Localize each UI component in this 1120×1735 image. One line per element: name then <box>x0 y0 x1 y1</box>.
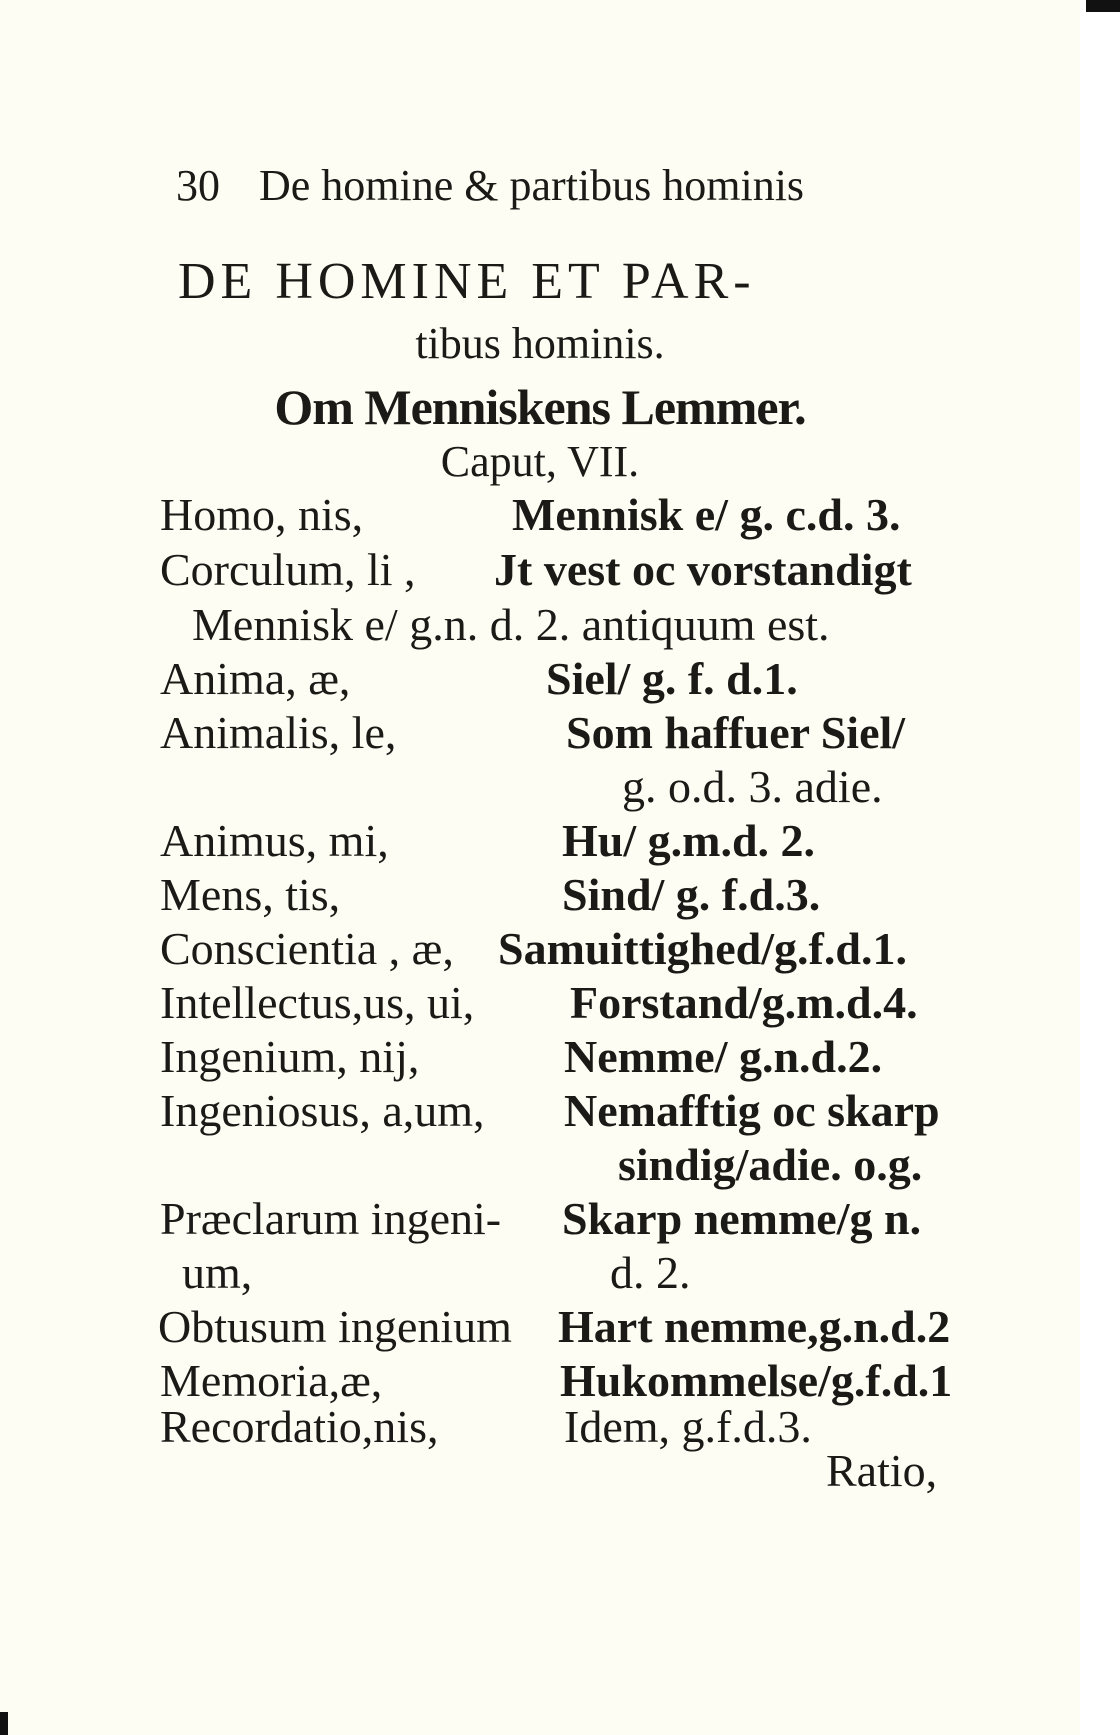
latin-term: Intellectus,us, ui, <box>160 977 475 1028</box>
latin-term: Obtusum ingenium <box>158 1301 512 1352</box>
latin-term: Recordatio,nis, <box>160 1401 439 1452</box>
glossary-entry <box>160 1030 980 1090</box>
danish-heading: Om Menniskens Lemmer. <box>274 379 806 435</box>
entry-continuation: sindig/adie. o.g. <box>618 1139 923 1190</box>
latin-term: Anima, æ, <box>160 653 351 704</box>
danish-term: Forstand/g.m.d.4. <box>570 977 918 1028</box>
latin-term: Animus, mi, <box>160 815 389 866</box>
glossary-entry <box>160 706 980 766</box>
scan-edge-mark <box>0 1712 8 1735</box>
latin-term: Ingeniosus, a,um, <box>160 1085 485 1136</box>
glossary-entry <box>160 868 980 928</box>
latin-term: Ingenium, nij, <box>160 1031 420 1082</box>
danish-term: Nemme/ g.n.d.2. <box>564 1031 883 1082</box>
glossary-entry <box>160 1246 980 1306</box>
glossary-entry <box>160 488 980 548</box>
scan-edge-mark <box>1086 0 1120 12</box>
danish-term: Siel/ g. f. d.1. <box>546 653 798 704</box>
glossary-entry <box>160 1084 980 1144</box>
glossary-entry <box>160 922 980 982</box>
page-number: 30 <box>176 161 220 210</box>
danish-term: Som haffuer Siel/ <box>566 707 906 758</box>
chapter-title: DE HOMINE ET PAR- <box>178 253 756 310</box>
glossary-entry <box>160 976 980 1036</box>
latin-term: Mens, tis, <box>160 869 341 920</box>
running-title: De homine & partibus hominis <box>259 161 805 210</box>
danish-term: Sind/ g. f.d.3. <box>562 869 821 920</box>
danish-term: Mennisk e/ g. c.d. 3. <box>512 489 901 540</box>
running-head <box>176 160 956 211</box>
danish-term: Idem, g.f.d.3. <box>564 1401 812 1452</box>
glossary-entry <box>160 543 980 603</box>
latin-term: Memoria,æ, <box>160 1355 383 1406</box>
danish-term: Hart nemme,g.n.d.2 <box>558 1301 951 1352</box>
chapter-number: Caput, VII. <box>440 437 640 486</box>
chapter-title-continued: tibus hominis. <box>415 319 665 368</box>
latin-term: Corculum, li , <box>160 544 416 595</box>
entry-continuation: g. o.d. 3. adie. <box>622 761 883 812</box>
danish-term: d. 2. <box>610 1247 691 1298</box>
catchword: Ratio, <box>826 1445 938 1496</box>
glossary-entry <box>160 1192 980 1252</box>
latin-term: Præclarum ingeni- <box>160 1193 502 1244</box>
danish-term: Hu/ g.m.d. 2. <box>562 815 816 866</box>
danish-term: Hukommelse/g.f.d.1 <box>560 1355 953 1406</box>
latin-term: Animalis, le, <box>160 707 397 758</box>
danish-term: Nemafftig oc skarp <box>564 1085 940 1136</box>
latin-term: um, <box>182 1247 253 1298</box>
danish-term: Skarp nemme/g n. <box>562 1193 922 1244</box>
danish-term: Jt vest oc vorstandigt <box>494 544 912 595</box>
glossary-entry <box>160 814 980 874</box>
glossary-entry <box>160 1300 980 1360</box>
entry-continuation: Mennisk e/ g.n. d. 2. antiquum est. <box>192 599 830 650</box>
latin-term: Conscientia , æ, <box>160 923 454 974</box>
danish-term: Samuittighed/g.f.d.1. <box>498 923 907 974</box>
page-edge <box>1080 0 1120 1735</box>
glossary-entry <box>160 652 980 712</box>
latin-term: Homo, nis, <box>160 489 364 540</box>
